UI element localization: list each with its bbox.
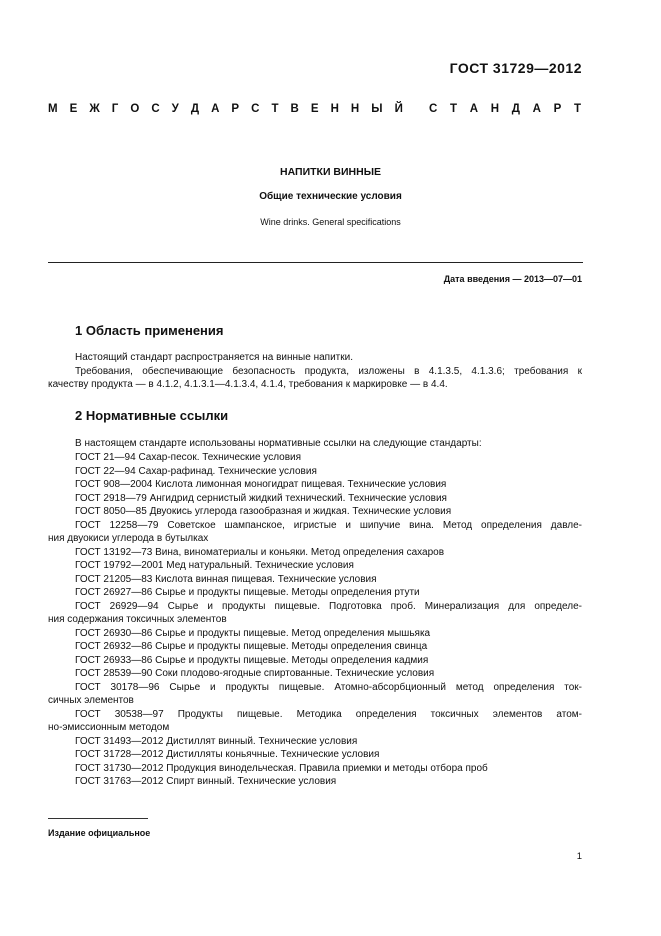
- reference-code: ГОСТ 2918—79: [75, 492, 147, 504]
- reference-line: [48, 681, 582, 695]
- heading-letter: Д: [511, 103, 520, 115]
- reference-item: [48, 573, 582, 587]
- reference-code: ГОСТ 31493—2012: [75, 735, 164, 747]
- reference-item: [48, 546, 582, 560]
- interstate-word: [48, 103, 403, 115]
- reference-item: [48, 505, 582, 519]
- heading-letter: Т: [573, 103, 581, 115]
- reference-line: [48, 573, 582, 587]
- reference-code: ГОСТ 908—2004: [75, 479, 153, 490]
- reference-title: Продукция винодельческая. Правила приемки и методы отбора проб: [166, 762, 488, 774]
- reference-item: [48, 586, 582, 600]
- reference-item: [48, 465, 582, 479]
- reference-item: [48, 627, 582, 641]
- heading-letter: С: [251, 103, 260, 115]
- section-1-line: Требования, обеспечивающие безопасность продукта, изложены в 4.1.3.5, 4.1.3.6; требования к: [75, 365, 582, 377]
- reference-code: ГОСТ 30538—97: [75, 708, 164, 720]
- reference-code: ГОСТ 19792—2001: [75, 560, 164, 571]
- reference-code: ГОСТ 31728—2012: [75, 749, 164, 760]
- footer-divider: [48, 818, 148, 819]
- reference-title: Сахар-рафинад. Технические условия: [138, 465, 317, 477]
- reference-line: [48, 640, 582, 654]
- reference-item: [48, 748, 582, 762]
- document-code: ГОСТ 31729—2012: [449, 60, 582, 76]
- reference-item: [48, 519, 582, 546]
- heading-letter: Т: [271, 103, 279, 115]
- reference-code: ГОСТ 26927—86: [75, 587, 153, 598]
- normative-references-list: [48, 451, 582, 789]
- reference-title: Кислота винная пищевая. Технические условия: [155, 573, 377, 585]
- heading-letter: А: [211, 103, 220, 115]
- heading-letter: Г: [111, 103, 119, 115]
- reference-title: Сырье и продукты пищевые. Подготовка проб. Минерализация для определе-: [167, 600, 582, 612]
- reference-line: [48, 586, 582, 600]
- reference-title: Спирт винный. Технические условия: [166, 776, 337, 787]
- reference-title: Советское шампанское, игристые и шипучие вина. Метод определения давле-: [167, 519, 583, 531]
- reference-item: [48, 451, 582, 465]
- section-2-intro-line: В настоящем стандарте использованы нормативные ссылки на следующие стандарты:: [75, 438, 482, 449]
- reference-line: [48, 478, 582, 492]
- reference-line: [48, 775, 582, 789]
- heading-letter: О: [130, 103, 140, 115]
- reference-item: [48, 640, 582, 654]
- reference-code: ГОСТ 31763—2012: [75, 776, 164, 787]
- reference-code: ГОСТ 31730—2012: [75, 762, 164, 774]
- heading-letter: М: [48, 103, 58, 115]
- heading-letter: Е: [310, 103, 319, 115]
- reference-line: [48, 492, 582, 506]
- section-1-line: качеству продукта — в 4.1.2, 4.1.3.1—4.1.3.4, 4.1.4, требования к маркировке — в 4.4.: [48, 379, 448, 390]
- heading-letter: А: [532, 103, 541, 115]
- heading-letter: Й: [394, 103, 403, 115]
- page-number: 1: [576, 851, 582, 862]
- reference-title: Сырье и продукты пищевые. Метод определения мышьяка: [155, 627, 431, 639]
- reference-code: ГОСТ 13192—73: [75, 546, 153, 558]
- reference-title: Дистилляты коньячные. Технические условия: [166, 749, 380, 760]
- reference-line: [48, 654, 582, 668]
- reference-code: ГОСТ 21—94: [75, 452, 136, 463]
- heading-letter: Ж: [89, 103, 100, 115]
- reference-code: ГОСТ 22—94: [75, 465, 136, 477]
- reference-title: Сырье и продукты пищевые. Методы определения ртути: [155, 587, 420, 598]
- reference-title: Дистиллят винный. Технические условия: [166, 735, 358, 747]
- reference-item: [48, 775, 582, 789]
- reference-line: [48, 748, 582, 762]
- reference-line: [48, 600, 582, 614]
- section-2-intro: [48, 437, 582, 451]
- reference-item: [48, 492, 582, 506]
- reference-item: [48, 600, 582, 627]
- heading-letter: Ы: [371, 103, 383, 115]
- interstate-standard-heading: [48, 103, 581, 115]
- header-divider: [48, 262, 583, 263]
- reference-code: ГОСТ 26933—86: [75, 654, 153, 666]
- reference-continuation: ния содержания токсичных элементов: [48, 614, 227, 625]
- section-1-heading: 1 Область применения: [75, 323, 224, 338]
- heading-letter: У: [171, 103, 179, 115]
- reference-line: [48, 546, 582, 560]
- heading-letter: Н: [490, 103, 500, 115]
- reference-code: ГОСТ 26932—86: [75, 641, 153, 652]
- heading-letter: Р: [553, 103, 562, 115]
- section-2-heading: 2 Нормативные ссылки: [75, 408, 229, 423]
- reference-title: Сахар-песок. Технические условия: [138, 452, 302, 463]
- reference-item: [48, 762, 582, 776]
- section-1-body: [48, 351, 582, 392]
- heading-letter: Н: [330, 103, 339, 115]
- reference-item: [48, 735, 582, 749]
- reference-item: [48, 654, 582, 668]
- reference-code: ГОСТ 26930—86: [75, 627, 153, 639]
- reference-title: Сырье и продукты пищевые. Атомно-абсорбционный метод определения ток-: [169, 681, 583, 693]
- reference-line: [48, 627, 582, 641]
- reference-continuation: но-эмиссионным методом: [48, 722, 170, 733]
- reference-line: [48, 667, 582, 681]
- heading-letter: Р: [231, 103, 240, 115]
- reference-item: [48, 708, 582, 735]
- reference-line: [48, 762, 582, 776]
- reference-code: ГОСТ 8050—85: [75, 506, 147, 517]
- reference-item: [48, 478, 582, 492]
- english-title: Wine drinks. General specifications: [260, 217, 401, 227]
- reference-line: [48, 505, 582, 519]
- reference-title: Кислота лимонная моногидрат пищевая. Технические условия: [155, 479, 447, 490]
- reference-continuation: ния двуокиси углерода в бутылках: [48, 533, 209, 544]
- heading-letter: В: [290, 103, 299, 115]
- heading-letter: Т: [450, 103, 458, 115]
- introduction-date: Дата введения — 2013—07—01: [443, 274, 582, 284]
- edition-label: Издание официальное: [48, 828, 151, 838]
- reference-line: [48, 519, 582, 533]
- heading-letter: Д: [190, 103, 200, 115]
- reference-line: [48, 465, 582, 479]
- reference-code: ГОСТ 30178—96: [75, 681, 160, 693]
- reference-item: [48, 559, 582, 573]
- section-1-line: Настоящий стандарт распространяется на винные напитки.: [75, 352, 353, 363]
- reference-title: Двуокись углерода газообразная и жидкая. Технические условия: [149, 506, 452, 517]
- reference-item: [48, 681, 582, 708]
- reference-item: [48, 667, 582, 681]
- reference-title: Сырье и продукты пищевые. Методы определения кадмия: [155, 654, 429, 666]
- document-subtitle: Общие технические условия: [259, 191, 402, 202]
- reference-title: Продукты пищевые. Методика определения токсичных элементов атом-: [177, 708, 582, 720]
- heading-letter: С: [151, 103, 160, 115]
- reference-title: Соки плодово-ягодные спиртованные. Технические условия: [155, 668, 435, 679]
- reference-code: ГОСТ 12258—79: [75, 519, 159, 531]
- reference-title: Сырье и продукты пищевые. Методы определения свинца: [155, 641, 428, 652]
- reference-title: Ангидрид сернистый жидкий технический. Технические условия: [149, 492, 447, 504]
- reference-line: [48, 708, 582, 722]
- heading-letter: Е: [69, 103, 78, 115]
- standard-word: [429, 103, 581, 115]
- heading-letter: С: [429, 103, 438, 115]
- reference-title: Мед натуральный. Технические условия: [166, 560, 354, 571]
- reference-continuation: сичных элементов: [48, 695, 134, 706]
- reference-line: [48, 735, 582, 749]
- reference-code: ГОСТ 28539—90: [75, 668, 153, 679]
- heading-letter: А: [469, 103, 479, 115]
- heading-letter: Н: [350, 103, 360, 115]
- reference-code: ГОСТ 26929—94: [75, 600, 159, 612]
- reference-line: [48, 451, 582, 465]
- reference-title: Вина, виноматериалы и коньяки. Метод определения сахаров: [155, 546, 445, 558]
- reference-code: ГОСТ 21205—83: [75, 573, 153, 585]
- document-title: НАПИТКИ ВИННЫЕ: [280, 166, 381, 178]
- reference-line: [48, 559, 582, 573]
